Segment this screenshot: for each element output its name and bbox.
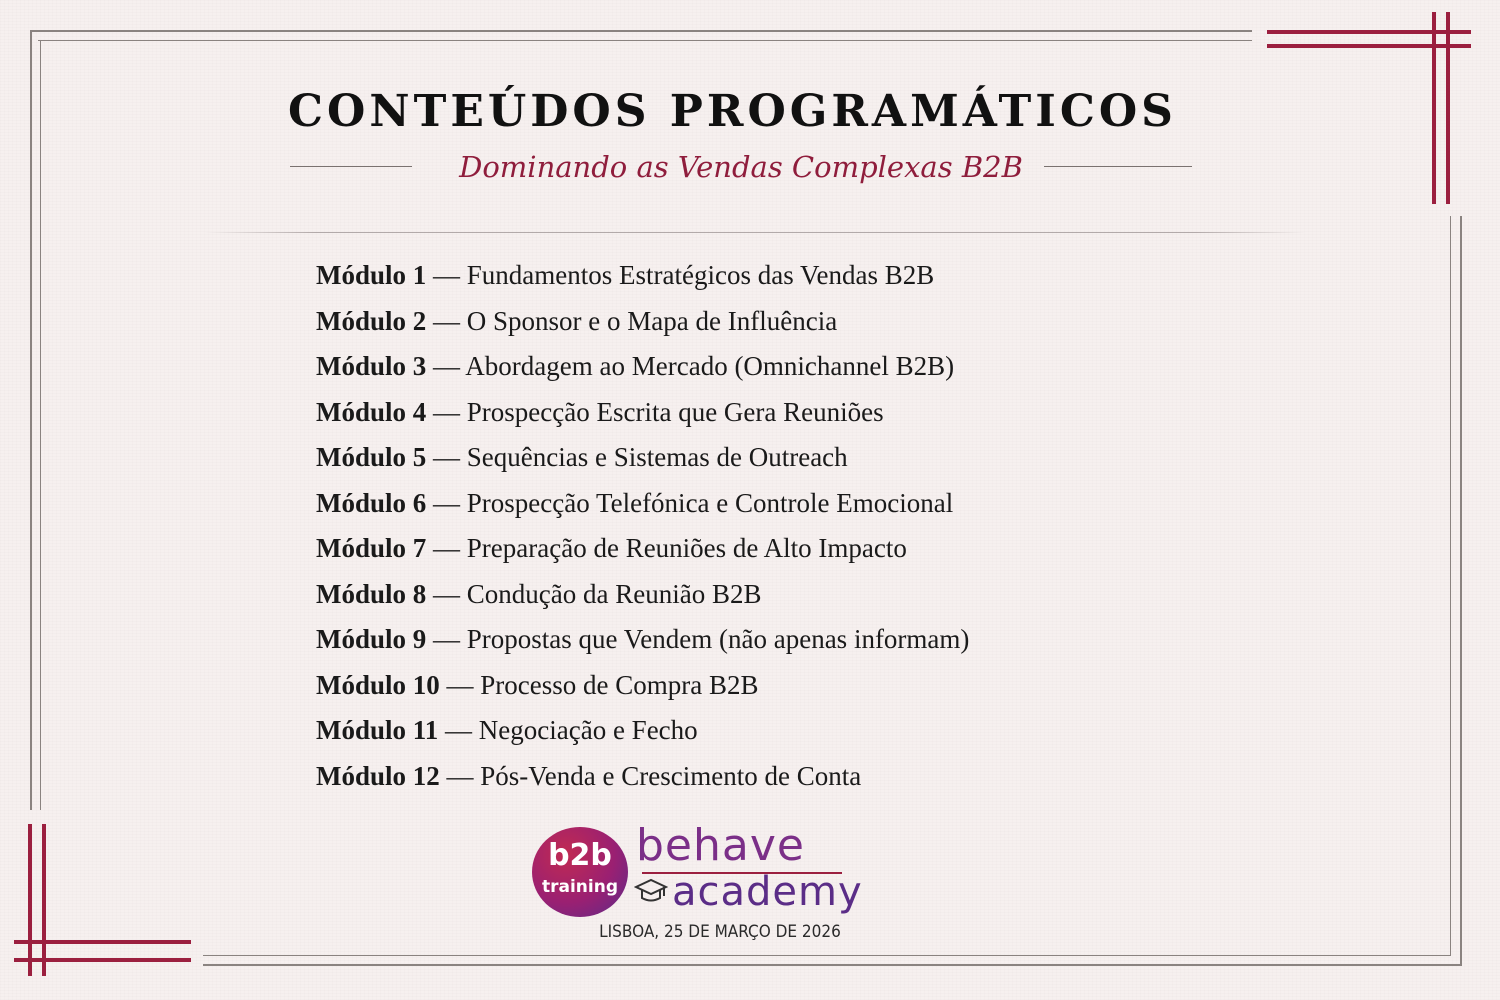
module-label: Módulo 5 (316, 442, 427, 472)
module-topic: Processo de Compra B2B (480, 669, 759, 700)
module-label: Módulo 7 (316, 533, 427, 563)
event-date-location: LISBOA, 25 DE MARÇO DE 2026 (599, 922, 841, 942)
badge-bottom-text: training (541, 877, 618, 897)
badge-top-text: b2b (548, 838, 612, 873)
module-item (316, 344, 969, 390)
module-item (316, 754, 969, 800)
module-item (316, 299, 969, 345)
page-title: CONTEÚDOS PROGRAMÁTICOS (288, 86, 1177, 137)
module-separator: — (433, 305, 461, 336)
module-label: Módulo 2 (316, 305, 427, 336)
brand-name-line2: academy (672, 869, 863, 915)
module-label: Módulo 10 (316, 669, 440, 700)
module-item (316, 526, 969, 572)
frame-right-outer (1460, 216, 1462, 966)
module-topic: Prospecção Escrita que Gera Reuniões (466, 396, 884, 427)
module-separator: — (433, 351, 461, 381)
frame-top-outer (30, 30, 1252, 32)
module-separator: — (433, 442, 461, 472)
frame-bottom-inner (203, 955, 1451, 956)
brand-name-line1: behave (636, 820, 805, 871)
accent-bar (14, 940, 191, 944)
graduation-cap-icon (634, 877, 668, 905)
frame-top-inner (38, 40, 1252, 41)
module-topic: Abordagem ao Mercado (Omnichannel B2B) (465, 351, 955, 381)
accent-bar (14, 958, 191, 962)
module-separator: — (433, 578, 461, 609)
module-topic: Pós-Venda e Crescimento de Conta (480, 760, 862, 791)
accent-bar (28, 824, 32, 976)
module-topic: Preparação de Reuniões de Alto Impacto (466, 533, 907, 563)
module-item (316, 572, 969, 618)
module-list (316, 253, 969, 799)
module-separator: — (433, 260, 461, 290)
module-item (316, 481, 969, 527)
module-separator: — (446, 760, 474, 791)
module-separator: — (433, 487, 461, 518)
module-label: Módulo 9 (316, 624, 427, 654)
frame-bottom-outer (203, 964, 1462, 966)
module-label: Módulo 12 (316, 760, 440, 791)
module-topic: Propostas que Vendem (não apenas informam) (466, 624, 970, 654)
page-subtitle: Dominando as Vendas Complexas B2B (459, 150, 1023, 184)
module-topic: Condução da Reunião B2B (466, 578, 762, 609)
module-label: Módulo 11 (316, 715, 439, 745)
module-label: Módulo 1 (316, 260, 427, 290)
subtitle-row (290, 150, 1192, 190)
module-item (316, 617, 969, 663)
module-separator: — (445, 715, 473, 745)
module-topic: Prospecção Telefónica e Controle Emocional (466, 487, 954, 518)
module-item (316, 663, 969, 709)
module-item (316, 435, 969, 481)
module-item (316, 708, 969, 754)
module-separator: — (446, 669, 474, 700)
module-item (316, 253, 969, 299)
module-separator: — (433, 624, 461, 654)
module-topic: Negociação e Fecho (478, 715, 698, 745)
module-label: Módulo 4 (316, 396, 427, 427)
accent-bar (1267, 30, 1471, 34)
module-separator: — (433, 533, 461, 563)
module-topic: Fundamentos Estratégicos das Vendas B2B (466, 260, 935, 290)
module-topic: O Sponsor e o Mapa de Influência (466, 305, 838, 336)
subtitle-rule-right (1044, 166, 1192, 167)
module-topic: Sequências e Sistemas de Outreach (466, 442, 848, 472)
frame-left-inner (40, 40, 41, 810)
b2b-training-badge (532, 827, 628, 917)
module-item (316, 390, 969, 436)
module-separator: — (433, 396, 461, 427)
frame-left-outer (30, 30, 32, 810)
accent-bar (1267, 44, 1471, 48)
accent-bar (42, 824, 46, 976)
module-label: Módulo 8 (316, 578, 427, 609)
brand-logo (530, 822, 890, 952)
module-label: Módulo 6 (316, 487, 427, 518)
frame-right-inner (1450, 216, 1451, 956)
section-divider (205, 232, 1305, 233)
module-label: Módulo 3 (316, 351, 427, 381)
